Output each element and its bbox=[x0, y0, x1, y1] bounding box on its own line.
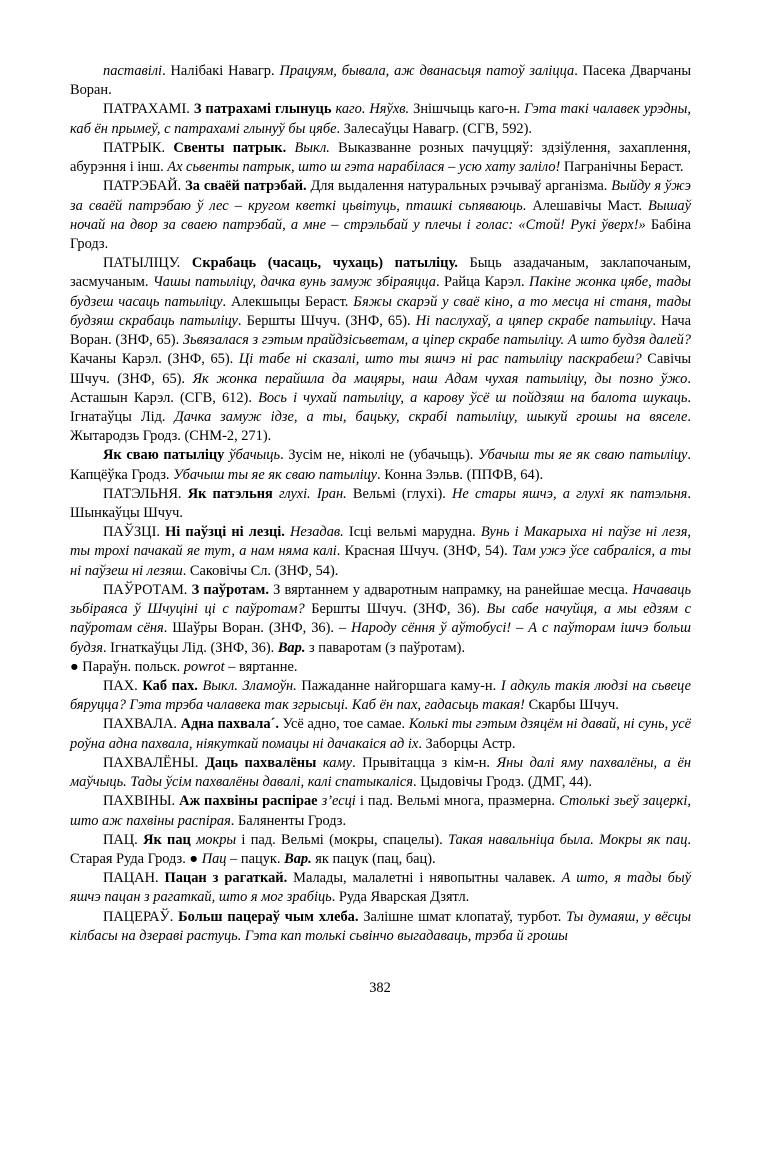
entry-text-run: як пацук (пац, бац). bbox=[311, 850, 436, 867]
text-column bbox=[70, 62, 691, 946]
entry-text-run: Скрабаць (часаць, чухаць) патыліцу. bbox=[191, 255, 470, 272]
entry-text-run: . Алешавічы Маст. bbox=[522, 197, 649, 214]
entry-text-run: і пад. Вельмі (мокры, спацелы). bbox=[236, 831, 448, 848]
entry-text-run: Пацан з рагаткай. bbox=[164, 870, 294, 887]
dictionary-entry bbox=[70, 658, 691, 677]
entry-text-run: . Райца Карэл. bbox=[435, 274, 530, 291]
entry-text-run: Выкл. Зламоўн. bbox=[202, 678, 297, 694]
entry-text-run: . Капцёўка Гродз. bbox=[70, 447, 691, 483]
entry-text-run: Як патэльня bbox=[187, 485, 279, 502]
entry-text-run: ПАЦАН. bbox=[103, 870, 165, 887]
entry-text-run: Залішне шмат клопатаў, турбот. bbox=[363, 908, 567, 925]
entry-text-run: З паўротам. bbox=[191, 581, 274, 598]
entry-text-run: ПАЎРОТАМ. bbox=[103, 581, 192, 598]
entry-text-run: Незадав. bbox=[290, 524, 344, 541]
entry-text-run: . Руда Яварская Дзятл. bbox=[331, 889, 470, 906]
dictionary-entry bbox=[70, 62, 691, 100]
dictionary-entry bbox=[70, 677, 691, 715]
entry-text-run: ПАХВАЛЁНЫ. bbox=[103, 754, 205, 771]
entry-text-run: Як жонка перайшла да мацяры, наш Адам чухая патыліцу, ды позно ўжо bbox=[192, 370, 688, 387]
entry-text-run: ПАТРАХАМІ. bbox=[103, 101, 194, 118]
dictionary-entry bbox=[70, 177, 691, 254]
entry-text-run: Ні паслухаў, а цяпер скрабе патыліцу bbox=[415, 312, 653, 329]
entry-text-run: Аж пахвіны распірае bbox=[179, 793, 322, 810]
entry-text-run: каго. Няўхв. bbox=[335, 101, 410, 118]
dictionary-entry bbox=[70, 869, 691, 907]
entry-text-run: . Баляненты Гродз. bbox=[230, 812, 347, 829]
entry-text-run: Бабіна Гродз. bbox=[70, 216, 691, 252]
entry-text-run: А што, я тады быў яшчэ пацан з рагаткай, што я мог зрабіць bbox=[70, 870, 691, 906]
entry-text-run: Гэта такі чалавек урэдны, каб ён прымеў, с патрахамі глынуў бы цябе bbox=[70, 101, 692, 137]
entry-text-run: . Зусім не, ніколі не (убачыць). bbox=[280, 447, 479, 464]
entry-text-run: З вяртаннем у адваротным напрамку, на ранейшае месца. bbox=[273, 581, 633, 598]
entry-text-run: Пац bbox=[201, 850, 227, 867]
entry-text-run: Бяжы скарэй у сваё кіно, а то месца ні станя, тады будзяш скрабаць патыліцу bbox=[70, 293, 691, 329]
entry-text-run: ПАХВІНЫ. bbox=[103, 793, 180, 810]
entry-text-run: глухі. Іран. bbox=[278, 485, 347, 502]
entry-text-run: Як пац bbox=[143, 831, 197, 848]
entry-text-run: паставілі bbox=[103, 63, 163, 79]
entry-text-run: . Пасека Дварчаны Воран. bbox=[70, 63, 692, 99]
entry-text-run: ПАТРЫК. bbox=[103, 139, 174, 156]
entry-text-run: Ці табе ні сказалі, што ты яшчэ ні рас патыліцу паскрабеш? bbox=[238, 351, 642, 368]
entry-text-run: powrоt bbox=[183, 658, 225, 675]
entry-text-run: Там ужэ ўсе сабраліся, а ты ні паўзеш ні лезяш bbox=[70, 543, 691, 579]
dictionary-entry bbox=[70, 908, 691, 946]
entry-text-run: ● bbox=[70, 658, 83, 675]
entry-text-run: Вышаў ночай на двор за сваею патрэбай, а мне – стрэльбай у плечы і голас: «Стой! Рукі ўверх!» bbox=[70, 197, 691, 233]
entry-text-run: Параўн. польск. bbox=[82, 658, 184, 675]
entry-text-run: Такая навальніца была. Мокры як пац bbox=[447, 831, 688, 848]
entry-text-run: . Асташын Карэл. (СГВ, 612). bbox=[70, 370, 691, 406]
entry-text-run: і пад. Вельмі многа, празмерна. bbox=[355, 793, 560, 810]
entry-text-run: Быць азадачаным, заклапочаным, засмучаным. bbox=[70, 255, 691, 291]
entry-text-run: Працуям, бывала, аж дванасьця патоў заліцца bbox=[279, 63, 575, 79]
entry-text-run: – вяртанне. bbox=[224, 658, 298, 675]
dictionary-entry bbox=[70, 831, 691, 869]
dictionary-entry bbox=[70, 754, 691, 792]
entry-text-run: Пакіне жонка цябе, тады будзеш часаць патыліцу bbox=[70, 274, 691, 310]
entry-text-run: . Залесаўцы Навагр. (СГВ, 592). bbox=[336, 120, 532, 137]
entry-text-run: ПАЦЕРАЎ. bbox=[103, 908, 179, 925]
entry-text-run: Столькі зьеў зацеркі, што аж пахвіны распірая bbox=[70, 793, 691, 829]
entry-text-run: Вельмі (глухі). bbox=[346, 485, 453, 502]
dictionary-entry bbox=[70, 446, 691, 484]
entry-text-run: ПАТРЭБАЙ. bbox=[103, 178, 186, 195]
entry-text-run: Убачыш ты яе як сваю патыліцу bbox=[478, 447, 688, 464]
entry-text-run: Вар. bbox=[277, 639, 306, 656]
entry-text-run: Выказванне розных пачуццяў: здзіўлення, захаплення, абурэння і інш. bbox=[70, 139, 691, 176]
entry-text-run: . Бершты Шчуч. (ЗНФ, 65). bbox=[237, 312, 416, 329]
entry-text-run: . Шаўры Воран. (ЗНФ, 36). bbox=[163, 620, 339, 637]
entry-text-run: . Заборцы Астр. bbox=[418, 735, 516, 752]
entry-text-run: Усё адно, тое самае. bbox=[282, 716, 409, 733]
entry-text-run: За сваёй патрэбай. bbox=[185, 178, 311, 195]
entry-text-run: Выйду я ўжэ за сваёй патрэбаю ў лес – кругом кветкі цьвітуць, пташкі сьпяваюць bbox=[70, 178, 691, 214]
dictionary-entry bbox=[70, 100, 691, 138]
dictionary-entry bbox=[70, 485, 691, 523]
entry-text-run: Яны далі яму пахвалёны, а ён маўчыць. Тады ўсім пахвалёны давалі, калі спатыкаліся bbox=[70, 754, 691, 791]
entry-text-run: Дачка замуж ідзе, а ты, бацьку, скрабі патыліцу, шыкуй грошы на вяселе bbox=[174, 408, 688, 425]
entry-text-run: Больш пацераў чым хлеба. bbox=[178, 908, 364, 925]
entry-text-run: Вось і чухай патыліцу, а карову ўсё ш пойдзяш на балота шукаць bbox=[258, 389, 688, 406]
entry-text-run: Пажаданне найгоршага каму-н. bbox=[296, 678, 501, 694]
entry-text-run: Вар. bbox=[284, 850, 312, 867]
entry-text-run: З патрахамі глынуць bbox=[193, 101, 336, 118]
entry-text-run: Качаны Карэл. (ЗНФ, 65). bbox=[70, 351, 239, 368]
entry-text-run: ПАТЭЛЬНЯ. bbox=[103, 485, 188, 502]
entry-text-run: Знішчыць каго-н. bbox=[409, 101, 525, 118]
entry-text-run: І адкуль такія людзі на сьвеце бяруцца? Гэта трэба чалавека так згрысьці. Каб ён пах, гадасьць такая! bbox=[70, 678, 691, 714]
dictionary-entry bbox=[70, 792, 691, 830]
entry-text-run: ПАЦ. bbox=[103, 831, 144, 848]
entry-text-run: Скарбы Шчуч. bbox=[524, 697, 619, 714]
entry-text-run: Малады, малалетні і нявопытны чалавек. bbox=[293, 870, 562, 887]
entry-text-run: Ісці вельмі марудна. bbox=[343, 524, 481, 541]
entry-text-run: Начаваць зьбіраяса ў Шчуціні ці с паўротам? bbox=[70, 581, 691, 618]
entry-text-run: . Конна Зэльв. (ППФВ, 64). bbox=[377, 466, 544, 483]
entry-text-run: ПАХВАЛА. bbox=[103, 716, 181, 733]
entry-text-run: . Нача Воран. (ЗНФ, 65). bbox=[70, 312, 691, 349]
entry-text-run: – пацук. bbox=[226, 850, 285, 867]
entry-text-run: Выкл. bbox=[294, 139, 330, 156]
entry-text-run: мокры bbox=[196, 831, 237, 848]
entry-text-run: Зьвязалася з гэтым прайдзісьветам, а ціпер скрабе патыліцу. А што будзя далей? bbox=[182, 332, 691, 349]
entry-text-run: з’есці bbox=[321, 793, 356, 810]
dictionary-entry bbox=[70, 523, 691, 581]
entry-text-run: Бершты Шчуч. (ЗНФ, 36). bbox=[304, 601, 487, 618]
entry-text-run: Пагранічны Бераст. bbox=[560, 159, 684, 176]
entry-text-run: Не стары яшчэ, а глухі як патэльня bbox=[452, 485, 688, 502]
entry-text-run: – Народу сёння ў аўтобусі! – А с паўторам ішчэ больш будзя bbox=[70, 620, 691, 656]
entry-text-run: Як сваю патыліцу bbox=[103, 447, 230, 464]
entry-text-run: з паваротам (з паўротам). bbox=[305, 639, 466, 656]
entry-text-run: каму bbox=[322, 754, 353, 771]
entry-text-run: Убачыш ты яе як сваю патыліцу bbox=[173, 466, 378, 483]
dictionary-entry bbox=[70, 715, 691, 753]
entry-text-run: Колькі ты гэтым дзяцём ні давай, ні сунь, усё роўна адна пахвала, ніякуткай помацы ні дачакаіся ад іх bbox=[70, 716, 692, 752]
entry-text-run: . Ігнаткаўцы Лід. (ЗНФ, 36). bbox=[102, 639, 278, 656]
entry-text-run: . Саковічы Сл. (ЗНФ, 54). bbox=[182, 562, 339, 579]
entry-text-run: ПАХ. bbox=[103, 678, 143, 694]
entry-text-run: . Шынкаўцы Шчуч. bbox=[70, 485, 691, 522]
entry-text-run: Ты думаяш, у вёсцы кілбасы на дзераві растуць. Гэта кап толькі сьвінчо выгадаваць, трэба й грошы bbox=[70, 908, 691, 944]
entry-text-run: Адна пахвала´. bbox=[180, 716, 283, 733]
entry-text-run: . Прывітацца з кім-н. bbox=[352, 754, 497, 771]
entry-text-run: Для выдалення натуральных рэчываў арганізма. bbox=[310, 178, 612, 195]
entry-text-run: Даць пахвалёны bbox=[204, 754, 323, 771]
entry-text-run: . Ігнатаўцы Лід. bbox=[70, 389, 692, 425]
entry-text-run: Каб пах. bbox=[142, 678, 203, 694]
entry-text-run: . Старая Руда Гродз. ● bbox=[70, 831, 691, 867]
entry-text-run: . Цыдовічы Гродз. (ДМГ, 44). bbox=[413, 774, 592, 791]
dictionary-entry bbox=[70, 254, 691, 446]
entry-text-run: Савічы Шчуч. (ЗНФ, 65). bbox=[70, 351, 691, 387]
entry-text-run: ПАЎЗЦІ. bbox=[103, 524, 166, 541]
entry-text-run: Свенты патрык. bbox=[173, 139, 295, 156]
entry-text-run: ПАТЫЛІЦУ. bbox=[103, 255, 192, 272]
entry-text-run: . Жытародзь Гродз. (СНМ-2, 271). bbox=[70, 408, 692, 445]
entry-text-run: Вунь і Макарыха ні паўзе ні лезя, ты трохі пачакай яе тут, а нам няма калі bbox=[70, 524, 691, 560]
entry-text-run: . Алекшыцы Бераст. bbox=[222, 293, 354, 310]
entry-text-run: Ах сьвенты патрык, што ш гэта нарабілася – усю хату заліло! bbox=[167, 159, 561, 176]
entry-text-run: Ні паўзці ні лезці. bbox=[165, 524, 291, 541]
dictionary-entry bbox=[70, 139, 691, 177]
entry-text-run: . Налібакі Навагр. bbox=[162, 63, 280, 79]
entry-text-run: ўбачыць bbox=[229, 447, 281, 464]
dictionary-entry bbox=[70, 581, 691, 658]
entry-text-run: Чашы патыліцу, дачка вунь замуж збіраяцца bbox=[152, 274, 436, 291]
entry-text-run: . Красная Шчуч. (ЗНФ, 54). bbox=[336, 543, 512, 560]
entry-text-run: Вы сабе начуйця, а мы едзям с паўротам сёня bbox=[70, 601, 691, 637]
page-number: 382 bbox=[369, 980, 391, 996]
